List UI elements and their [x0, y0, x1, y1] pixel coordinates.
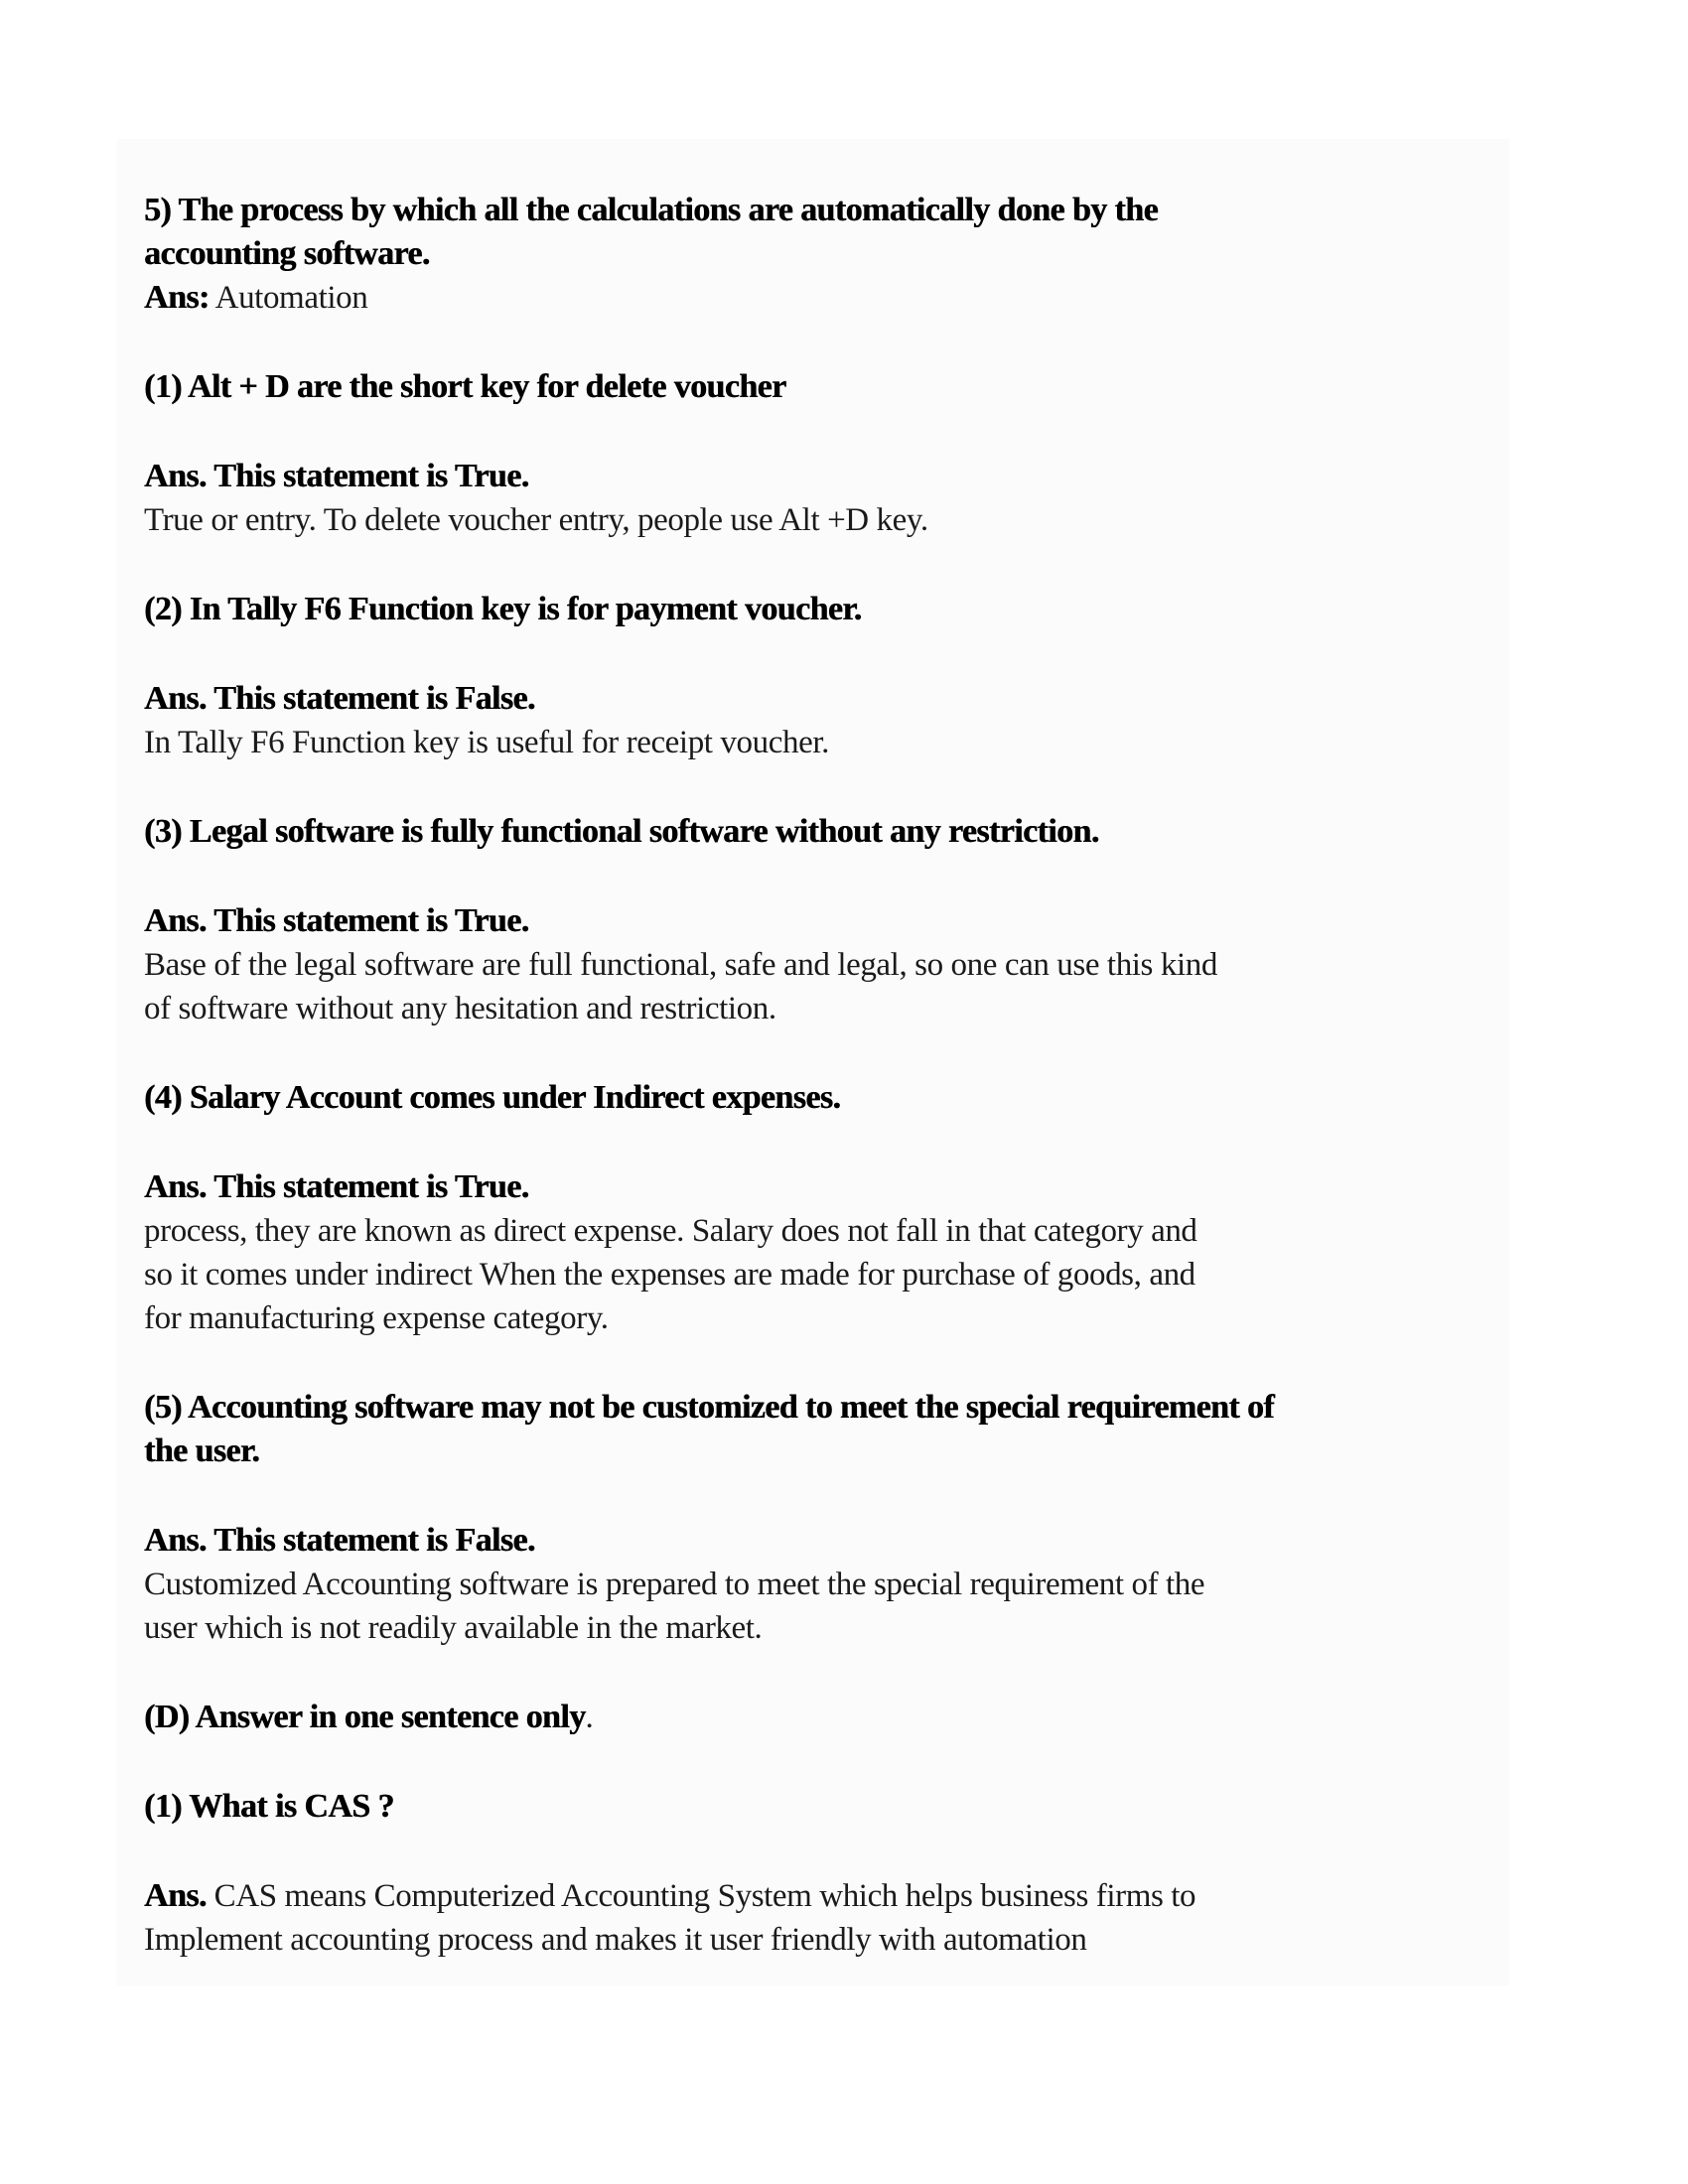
- c1-question: (1) Alt + D are the short key for delete voucher: [144, 368, 786, 405]
- c4-answer-body-line2: so it comes under indirect When the expenses are made for purchase of goods, and: [144, 1257, 1196, 1293]
- c3-answer-verdict: Ans. This statement is True.: [144, 902, 529, 939]
- c2-answer-body: In Tally F6 Function key is useful for receipt voucher.: [144, 725, 829, 760]
- c5-question-line2: the user.: [144, 1433, 260, 1469]
- c1-answer-verdict: Ans. This statement is True.: [144, 458, 529, 494]
- c3-question: (3) Legal software is fully functional software without any restriction.: [144, 813, 1099, 850]
- d1-answer-body-line2: Implement accounting process and makes it user friendly with automation: [144, 1922, 1087, 1958]
- q5-answer-label: Ans:: [144, 279, 210, 316]
- c3-answer-body-line2: of software without any hesitation and restriction.: [144, 991, 776, 1026]
- q5-answer-value: Automation: [209, 280, 368, 316]
- q5-answer-line: [144, 276, 1534, 320]
- c2-question: (2) In Tally F6 Function key is for payment voucher.: [144, 591, 862, 627]
- c1-answer-body: True or entry. To delete voucher entry, people use Alt +D key.: [144, 502, 928, 538]
- section-d-heading-bold: (D) Answer in one sentence only: [144, 1699, 586, 1735]
- c3-answer-body-line1: Base of the legal software are full functional, safe and legal, so one can use this kind: [144, 947, 1217, 983]
- section-d-heading-tail: .: [585, 1700, 594, 1735]
- d1-answer-line1: [144, 1874, 1534, 1918]
- q5-heading-line1: 5) The process by which all the calculations are automatically done by the: [144, 192, 1158, 228]
- c4-answer-body-line1: process, they are known as direct expense. Salary does not fall in that category and: [144, 1213, 1197, 1249]
- c5-answer-body-line2: user which is not readily available in the market.: [144, 1610, 763, 1646]
- c4-answer-body-line3: for manufacturing expense category.: [144, 1300, 609, 1336]
- d1-answer-body-line1: CAS means Computerized Accounting System which helps business firms to: [206, 1878, 1196, 1914]
- c5-answer-verdict: Ans. This statement is False.: [144, 1522, 535, 1559]
- c4-answer-verdict: Ans. This statement is True.: [144, 1168, 529, 1205]
- c5-question-line1: (5) Accounting software may not be customized to meet the special requirement of: [144, 1389, 1275, 1426]
- section-d-heading: [144, 1696, 1534, 1739]
- c2-answer-verdict: Ans. This statement is False.: [144, 680, 535, 717]
- c4-question: (4) Salary Account comes under Indirect expenses.: [144, 1079, 841, 1116]
- q5-heading-line2: accounting software.: [144, 235, 430, 272]
- d1-question: (1) What is CAS ?: [144, 1788, 394, 1825]
- d1-answer-label: Ans.: [144, 1877, 207, 1914]
- document-content: [144, 189, 1534, 1962]
- c5-answer-body-line1: Customized Accounting software is prepared to meet the special requirement of the: [144, 1567, 1205, 1602]
